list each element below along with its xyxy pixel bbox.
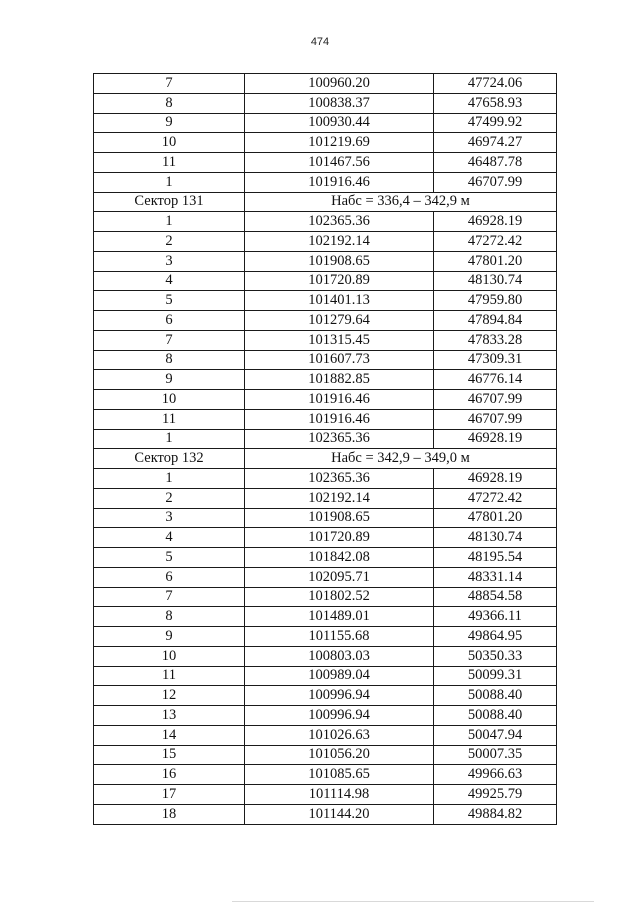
table-row bbox=[94, 745, 557, 765]
point-number-cell: 1 bbox=[94, 172, 245, 192]
x-coordinate-cell: 101489.01 bbox=[245, 607, 434, 627]
table-row bbox=[94, 93, 557, 113]
table-row bbox=[94, 212, 557, 232]
y-coordinate-cell: 48130.74 bbox=[434, 271, 557, 291]
y-coordinate-cell: 47959.80 bbox=[434, 291, 557, 311]
point-number-cell: 10 bbox=[94, 646, 245, 666]
y-coordinate-cell: 47894.84 bbox=[434, 311, 557, 331]
point-number-cell: 1 bbox=[94, 212, 245, 232]
point-number-cell: 16 bbox=[94, 765, 245, 785]
table-row bbox=[94, 804, 557, 824]
table-row bbox=[94, 488, 557, 508]
table-row bbox=[94, 74, 557, 94]
point-number-cell: 9 bbox=[94, 370, 245, 390]
x-coordinate-cell: 101882.85 bbox=[245, 370, 434, 390]
y-coordinate-cell: 47833.28 bbox=[434, 330, 557, 350]
table-row bbox=[94, 429, 557, 449]
y-coordinate-cell: 49884.82 bbox=[434, 804, 557, 824]
table-row bbox=[94, 587, 557, 607]
point-number-cell: 10 bbox=[94, 390, 245, 410]
point-number-cell: 1 bbox=[94, 469, 245, 489]
point-number-cell: 8 bbox=[94, 350, 245, 370]
point-number-cell: 5 bbox=[94, 548, 245, 568]
y-coordinate-cell: 47801.20 bbox=[434, 251, 557, 271]
point-number-cell: 8 bbox=[94, 607, 245, 627]
y-coordinate-cell: 49366.11 bbox=[434, 607, 557, 627]
y-coordinate-cell: 46928.19 bbox=[434, 429, 557, 449]
x-coordinate-cell: 102365.36 bbox=[245, 429, 434, 449]
x-coordinate-cell: 100803.03 bbox=[245, 646, 434, 666]
point-number-cell: 6 bbox=[94, 311, 245, 331]
x-coordinate-cell: 101114.98 bbox=[245, 785, 434, 805]
x-coordinate-cell: 101155.68 bbox=[245, 627, 434, 647]
table-row bbox=[94, 607, 557, 627]
y-coordinate-cell: 47499.92 bbox=[434, 113, 557, 133]
table-row bbox=[94, 271, 557, 291]
y-coordinate-cell: 46928.19 bbox=[434, 469, 557, 489]
point-number-cell: 7 bbox=[94, 587, 245, 607]
y-coordinate-cell: 47724.06 bbox=[434, 74, 557, 94]
x-coordinate-cell: 102365.36 bbox=[245, 212, 434, 232]
table-row bbox=[94, 469, 557, 489]
point-number-cell: 6 bbox=[94, 567, 245, 587]
sector-header-row bbox=[94, 449, 557, 469]
point-number-cell: 11 bbox=[94, 153, 245, 173]
table-row bbox=[94, 350, 557, 370]
point-number-cell: 15 bbox=[94, 745, 245, 765]
point-number-cell: 7 bbox=[94, 74, 245, 94]
y-coordinate-cell: 46707.99 bbox=[434, 172, 557, 192]
y-coordinate-cell: 48195.54 bbox=[434, 548, 557, 568]
table-row bbox=[94, 409, 557, 429]
table-row bbox=[94, 548, 557, 568]
point-number-cell: 9 bbox=[94, 113, 245, 133]
point-number-cell: 7 bbox=[94, 330, 245, 350]
table-row bbox=[94, 153, 557, 173]
x-coordinate-cell: 101085.65 bbox=[245, 765, 434, 785]
x-coordinate-cell: 101279.64 bbox=[245, 311, 434, 331]
table-row bbox=[94, 508, 557, 528]
y-coordinate-cell: 50350.33 bbox=[434, 646, 557, 666]
x-coordinate-cell: 102192.14 bbox=[245, 232, 434, 252]
x-coordinate-cell: 101802.52 bbox=[245, 587, 434, 607]
table-row bbox=[94, 172, 557, 192]
y-coordinate-cell: 50099.31 bbox=[434, 666, 557, 686]
y-coordinate-cell: 49925.79 bbox=[434, 785, 557, 805]
x-coordinate-cell: 100996.94 bbox=[245, 706, 434, 726]
table-row bbox=[94, 706, 557, 726]
y-coordinate-cell: 47658.93 bbox=[434, 93, 557, 113]
table-row bbox=[94, 370, 557, 390]
table-row bbox=[94, 251, 557, 271]
table-row bbox=[94, 113, 557, 133]
point-number-cell: 14 bbox=[94, 725, 245, 745]
table-row bbox=[94, 311, 557, 331]
table-row bbox=[94, 133, 557, 153]
x-coordinate-cell: 101219.69 bbox=[245, 133, 434, 153]
y-coordinate-cell: 48854.58 bbox=[434, 587, 557, 607]
table-row bbox=[94, 725, 557, 745]
y-coordinate-cell: 47272.42 bbox=[434, 488, 557, 508]
table-row bbox=[94, 765, 557, 785]
y-coordinate-cell: 48331.14 bbox=[434, 567, 557, 587]
point-number-cell: 2 bbox=[94, 488, 245, 508]
x-coordinate-cell: 101607.73 bbox=[245, 350, 434, 370]
y-coordinate-cell: 50007.35 bbox=[434, 745, 557, 765]
table-row bbox=[94, 785, 557, 805]
point-number-cell: 3 bbox=[94, 251, 245, 271]
x-coordinate-cell: 101916.46 bbox=[245, 172, 434, 192]
table-row bbox=[94, 528, 557, 548]
table-row bbox=[94, 666, 557, 686]
point-number-cell: 3 bbox=[94, 508, 245, 528]
point-number-cell: 13 bbox=[94, 706, 245, 726]
y-coordinate-cell: 48130.74 bbox=[434, 528, 557, 548]
y-coordinate-cell: 47309.31 bbox=[434, 350, 557, 370]
point-number-cell: 4 bbox=[94, 528, 245, 548]
sector-name-cell: Сектор 131 bbox=[94, 192, 245, 212]
sector-name-cell: Сектор 132 bbox=[94, 449, 245, 469]
y-coordinate-cell: 47801.20 bbox=[434, 508, 557, 528]
x-coordinate-cell: 101144.20 bbox=[245, 804, 434, 824]
point-number-cell: 11 bbox=[94, 409, 245, 429]
coordinates-table bbox=[93, 73, 557, 825]
table-row bbox=[94, 232, 557, 252]
table-row bbox=[94, 291, 557, 311]
x-coordinate-cell: 101720.89 bbox=[245, 528, 434, 548]
y-coordinate-cell: 50047.94 bbox=[434, 725, 557, 745]
y-coordinate-cell: 46928.19 bbox=[434, 212, 557, 232]
x-coordinate-cell: 101842.08 bbox=[245, 548, 434, 568]
x-coordinate-cell: 102095.71 bbox=[245, 567, 434, 587]
point-number-cell: 18 bbox=[94, 804, 245, 824]
y-coordinate-cell: 50088.40 bbox=[434, 686, 557, 706]
y-coordinate-cell: 49864.95 bbox=[434, 627, 557, 647]
x-coordinate-cell: 101467.56 bbox=[245, 153, 434, 173]
point-number-cell: 10 bbox=[94, 133, 245, 153]
y-coordinate-cell: 47272.42 bbox=[434, 232, 557, 252]
point-number-cell: 1 bbox=[94, 429, 245, 449]
page-number: 474 bbox=[310, 36, 330, 48]
table-row bbox=[94, 567, 557, 587]
y-coordinate-cell: 50088.40 bbox=[434, 706, 557, 726]
table-row bbox=[94, 686, 557, 706]
x-coordinate-cell: 100960.20 bbox=[245, 74, 434, 94]
y-coordinate-cell: 46707.99 bbox=[434, 390, 557, 410]
x-coordinate-cell: 101908.65 bbox=[245, 251, 434, 271]
scan-edge-line bbox=[232, 901, 594, 902]
x-coordinate-cell: 100930.44 bbox=[245, 113, 434, 133]
x-coordinate-cell: 101916.46 bbox=[245, 390, 434, 410]
point-number-cell: 2 bbox=[94, 232, 245, 252]
x-coordinate-cell: 102192.14 bbox=[245, 488, 434, 508]
x-coordinate-cell: 101916.46 bbox=[245, 409, 434, 429]
x-coordinate-cell: 100989.04 bbox=[245, 666, 434, 686]
table-row bbox=[94, 330, 557, 350]
y-coordinate-cell: 46487.78 bbox=[434, 153, 557, 173]
x-coordinate-cell: 101720.89 bbox=[245, 271, 434, 291]
sector-height-range-cell: Набс = 342,9 – 349,0 м bbox=[245, 449, 557, 469]
table-row bbox=[94, 390, 557, 410]
x-coordinate-cell: 101056.20 bbox=[245, 745, 434, 765]
sector-height-range-cell: Набс = 336,4 – 342,9 м bbox=[245, 192, 557, 212]
x-coordinate-cell: 100838.37 bbox=[245, 93, 434, 113]
point-number-cell: 11 bbox=[94, 666, 245, 686]
point-number-cell: 9 bbox=[94, 627, 245, 647]
x-coordinate-cell: 101026.63 bbox=[245, 725, 434, 745]
y-coordinate-cell: 46707.99 bbox=[434, 409, 557, 429]
point-number-cell: 5 bbox=[94, 291, 245, 311]
x-coordinate-cell: 101908.65 bbox=[245, 508, 434, 528]
x-coordinate-cell: 102365.36 bbox=[245, 469, 434, 489]
x-coordinate-cell: 101315.45 bbox=[245, 330, 434, 350]
table-row bbox=[94, 646, 557, 666]
point-number-cell: 8 bbox=[94, 93, 245, 113]
sector-header-row bbox=[94, 192, 557, 212]
point-number-cell: 12 bbox=[94, 686, 245, 706]
point-number-cell: 4 bbox=[94, 271, 245, 291]
table-row bbox=[94, 627, 557, 647]
coordinates-table-body bbox=[94, 74, 557, 825]
y-coordinate-cell: 46776.14 bbox=[434, 370, 557, 390]
x-coordinate-cell: 100996.94 bbox=[245, 686, 434, 706]
y-coordinate-cell: 46974.27 bbox=[434, 133, 557, 153]
y-coordinate-cell: 49966.63 bbox=[434, 765, 557, 785]
point-number-cell: 17 bbox=[94, 785, 245, 805]
x-coordinate-cell: 101401.13 bbox=[245, 291, 434, 311]
